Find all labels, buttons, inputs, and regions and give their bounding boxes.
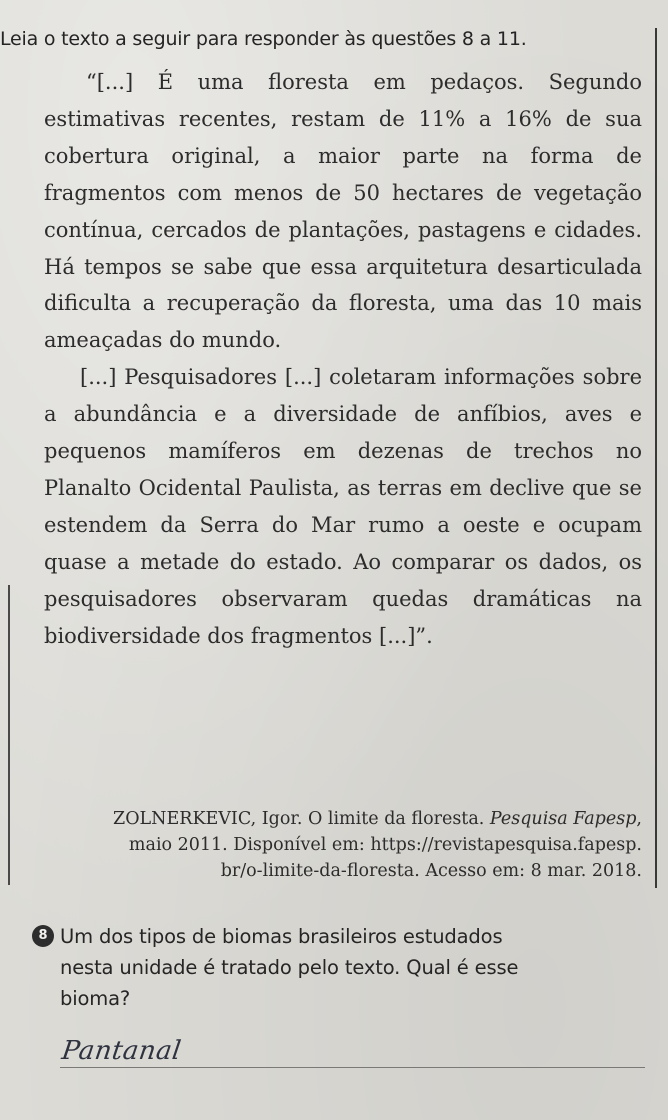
citation-line-1	[32, 806, 642, 832]
source-citation	[32, 806, 642, 884]
excerpt-paragraph-1: “[...] É uma floresta em pedaços. Segundo estimativas recentes, restam de 11% a 16% de sua cobertura original, a maior parte na forma de fragmentos com menos de 50 hectares de vegetação contínua, cercados de plantações, pastagens e cidades. Há tempos se sabe que essa arquitetura desarticulada dificulta a recuperação da floresta, uma das 10 mais ameaçadas do mundo.	[44, 70, 642, 353]
handwritten-answer: Pantanal	[59, 1036, 184, 1066]
excerpt-paragraph-2: [...] Pesquisadores [...] coletaram informações sobre a abundância e a diversidade de anfíbios, aves e pequenos mamíferos em dezenas de trechos no Planalto Ocidental Paulista, as terras em declive que se estendem da Serra do Mar rumo a oeste e ocupam quase a metade do estado. Ao comparar os dados, os pesquisadores observaram quedas dramáticas na biodiversidade dos fragmentos [...]”.	[44, 365, 642, 648]
frame-border-right	[655, 28, 657, 888]
citation-line-2: maio 2011. Disponível em: https://revistapesquisa.fapesp.	[128, 835, 642, 855]
citation-journal: Pesquisa Fapesp	[489, 809, 637, 829]
question-8	[32, 921, 647, 1014]
instruction-heading: Leia o texto a seguir para responder às questões 8 a 11.	[0, 28, 527, 50]
question-line-1: Um dos tipos de biomas brasileiros estudados	[60, 925, 503, 948]
citation-line-3: br/o-limite-da-floresta. Acesso em: 8 mar. 2018.	[220, 861, 642, 881]
citation-comma: ,	[636, 809, 642, 829]
question-number-badge: 8	[32, 925, 54, 947]
answer-line	[60, 1067, 645, 1068]
question-line-2: nesta unidade é tratado pelo texto. Qual é esse	[60, 956, 519, 979]
excerpt-text	[44, 64, 642, 655]
question-line-3: bioma?	[60, 987, 131, 1010]
frame-border-left	[8, 585, 10, 885]
citation-author-title: ZOLNERKEVIC, Igor. O limite da floresta.	[113, 809, 490, 829]
